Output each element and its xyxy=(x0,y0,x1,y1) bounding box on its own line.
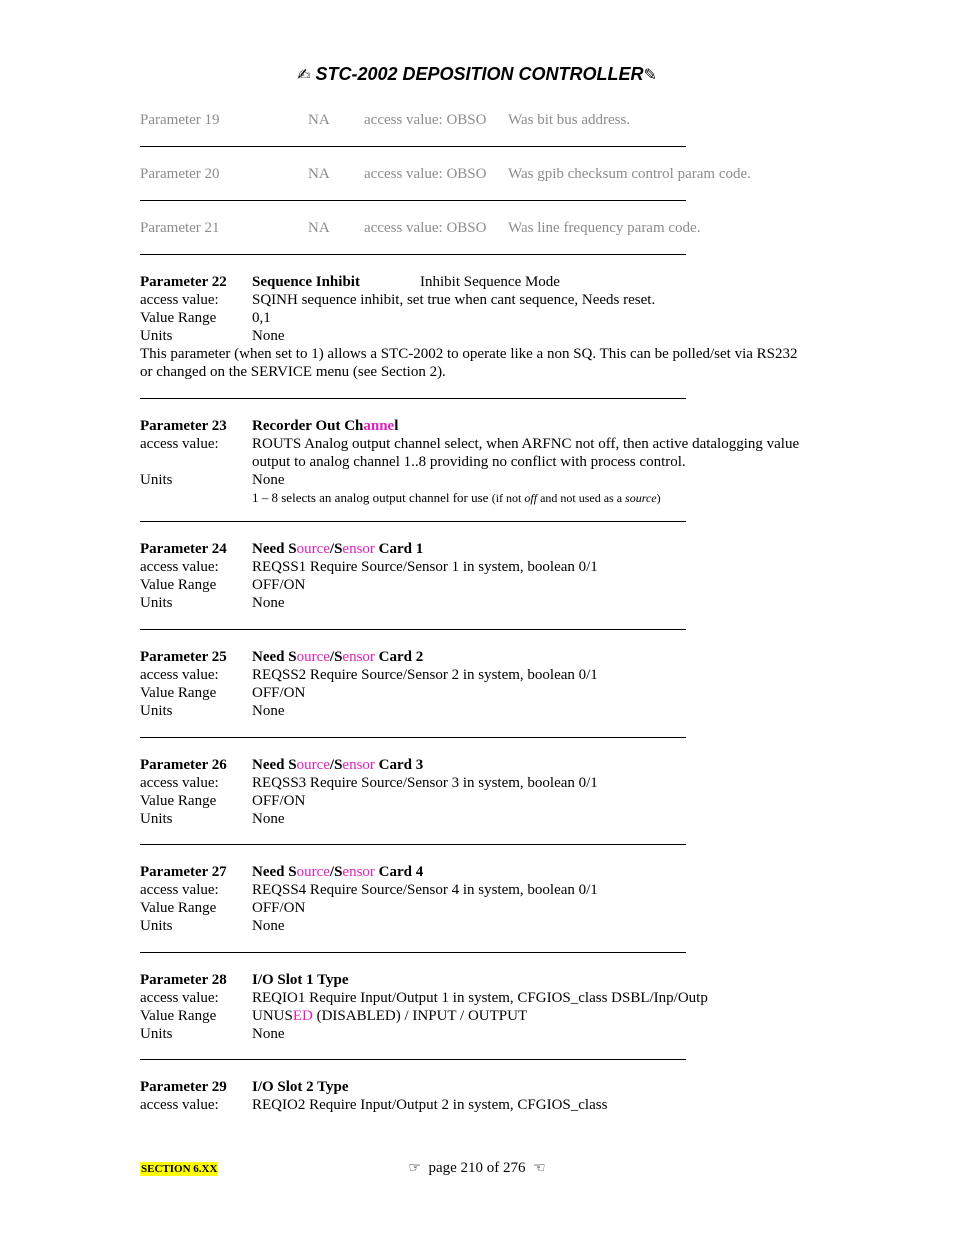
range-label: Value Range xyxy=(140,1008,217,1024)
units-label: Units xyxy=(140,918,173,934)
param-label: Parameter 29 xyxy=(140,1079,227,1095)
units-label: Units xyxy=(140,811,173,827)
access-value: REQSS1 Require Source/Sensor 1 in system, boolean 0/1 xyxy=(252,559,598,575)
units-label: Units xyxy=(140,328,173,344)
units-value: None xyxy=(252,1026,285,1042)
param-name: I/O Slot 1 Type xyxy=(252,972,349,988)
param-name: Sequence Inhibit xyxy=(252,274,360,290)
divider xyxy=(140,398,686,399)
range-value: OFF/ON xyxy=(252,685,306,701)
access-value: REQSS3 Require Source/Sensor 3 in system, boolean 0/1 xyxy=(252,775,598,791)
pencil-right-icon: ✎ xyxy=(643,67,657,84)
range-value: UNUSED (DISABLED) / INPUT / OUTPUT xyxy=(252,1008,528,1024)
units-label: Units xyxy=(140,1026,173,1042)
param-label: Parameter 27 xyxy=(140,864,227,880)
divider xyxy=(140,200,686,201)
access-label: access value: xyxy=(140,667,219,683)
pointing-left-icon: ☜ xyxy=(533,1160,546,1176)
pointing-right-icon: ☞ xyxy=(408,1160,421,1176)
param-note: This parameter (when set to 1) allows a STC-2002 to operate like a non SQ. This can be polled/set via RS232 or changed on the SERVICE menu (see Section 2). xyxy=(140,346,798,380)
param-name: Need Source/Sensor Card 3 xyxy=(252,757,424,773)
param-label: Parameter 22 xyxy=(140,274,227,290)
param-25-block xyxy=(140,648,820,720)
access-label: access value: xyxy=(140,1097,219,1113)
param-label: Parameter 25 xyxy=(140,649,227,665)
access-value: REQIO1 Require Input/Output 1 in system, CFGIOS_class DSBL/Inp/Outp xyxy=(252,990,708,1006)
range-value: OFF/ON xyxy=(252,793,306,809)
range-value: OFF/ON xyxy=(252,577,306,593)
page-number-text: page 210 of 276 xyxy=(428,1160,526,1176)
divider xyxy=(140,629,686,630)
access-label: access value: xyxy=(140,292,219,308)
pencil-left-icon: ✍ xyxy=(297,67,311,84)
param-extra: Inhibit Sequence Mode xyxy=(420,274,560,290)
param-note: 1 – 8 selects an analog output channel for use (if not off and not used as a source) xyxy=(252,490,661,505)
divider xyxy=(140,844,686,845)
range-label: Value Range xyxy=(140,310,217,326)
param-label: Parameter 24 xyxy=(140,541,227,557)
range-label: Value Range xyxy=(140,577,217,593)
units-value: None xyxy=(252,918,285,934)
param-name: Need Source/Sensor Card 2 xyxy=(252,649,424,665)
param-name: Need Source/Sensor Card 1 xyxy=(252,541,424,557)
access-label: access value: xyxy=(140,882,219,898)
divider xyxy=(140,952,686,953)
divider xyxy=(140,146,686,147)
param-24-block xyxy=(140,540,820,612)
access-value: REQIO2 Require Input/Output 2 in system, CFGIOS_class xyxy=(252,1097,608,1113)
param-name: Recorder Out Channel xyxy=(252,418,399,434)
range-label: Value Range xyxy=(140,900,217,916)
units-value: None xyxy=(252,811,285,827)
param-label: Parameter 23 xyxy=(140,418,227,434)
param-desc: Was gpib checksum control param code. xyxy=(508,166,751,182)
access-value: REQSS2 Require Source/Sensor 2 in system, boolean 0/1 xyxy=(252,667,598,683)
param-label: Parameter 21 xyxy=(140,220,220,236)
divider xyxy=(140,521,686,522)
divider xyxy=(140,254,686,255)
range-label: Value Range xyxy=(140,685,217,701)
param-na: NA xyxy=(308,166,330,182)
units-value: None xyxy=(252,703,285,719)
param-28-block xyxy=(140,971,820,1043)
access-value: REQSS4 Require Source/Sensor 4 in system, boolean 0/1 xyxy=(252,882,598,898)
access-value: ROUTS Analog output channel select, when ARFNC not off, then active datalogging value output to analog channel 1..8 providing no conflict with process control. xyxy=(252,436,800,470)
param-22-block xyxy=(140,273,820,381)
divider xyxy=(140,1059,686,1060)
section-tag: SECTION 6.XX xyxy=(141,1163,218,1175)
param-23-block xyxy=(140,417,820,507)
page-footer xyxy=(0,1160,954,1180)
param-name: Need Source/Sensor Card 4 xyxy=(252,864,424,880)
param-label: Parameter 20 xyxy=(140,166,220,182)
param-desc: Was bit bus address. xyxy=(508,112,631,128)
range-value: OFF/ON xyxy=(252,900,306,916)
divider xyxy=(140,737,686,738)
header-title: STC-2002 DEPOSITION CONTROLLER xyxy=(315,64,644,84)
param-desc: Was line frequency param code. xyxy=(508,220,701,236)
access-label: access value: xyxy=(140,990,219,1006)
param-26-block xyxy=(140,756,820,828)
units-label: Units xyxy=(140,595,173,611)
param-na: NA xyxy=(308,112,330,128)
param-access: access value: OBSO xyxy=(364,166,487,182)
param-label: Parameter 26 xyxy=(140,757,227,773)
units-value: None xyxy=(252,595,285,611)
param-access: access value: OBSO xyxy=(364,220,487,236)
param-access: access value: OBSO xyxy=(364,112,487,128)
param-na: NA xyxy=(308,220,330,236)
param-name: I/O Slot 2 Type xyxy=(252,1079,349,1095)
access-label: access value: xyxy=(140,775,219,791)
page-header xyxy=(0,64,954,85)
access-value: SQINH sequence inhibit, set true when cant sequence, Needs reset. xyxy=(252,292,656,308)
access-label: access value: xyxy=(140,559,219,575)
param-label: Parameter 28 xyxy=(140,972,227,988)
range-label: Value Range xyxy=(140,793,217,809)
param-27-block xyxy=(140,863,820,935)
range-value: 0,1 xyxy=(252,310,271,326)
units-label: Units xyxy=(140,472,173,488)
param-label: Parameter 19 xyxy=(140,112,220,128)
units-value: None xyxy=(252,328,285,344)
units-value: None xyxy=(252,472,285,488)
page-number xyxy=(0,1160,954,1177)
access-label: access value: xyxy=(140,436,219,452)
units-label: Units xyxy=(140,703,173,719)
param-29-block xyxy=(140,1078,820,1114)
